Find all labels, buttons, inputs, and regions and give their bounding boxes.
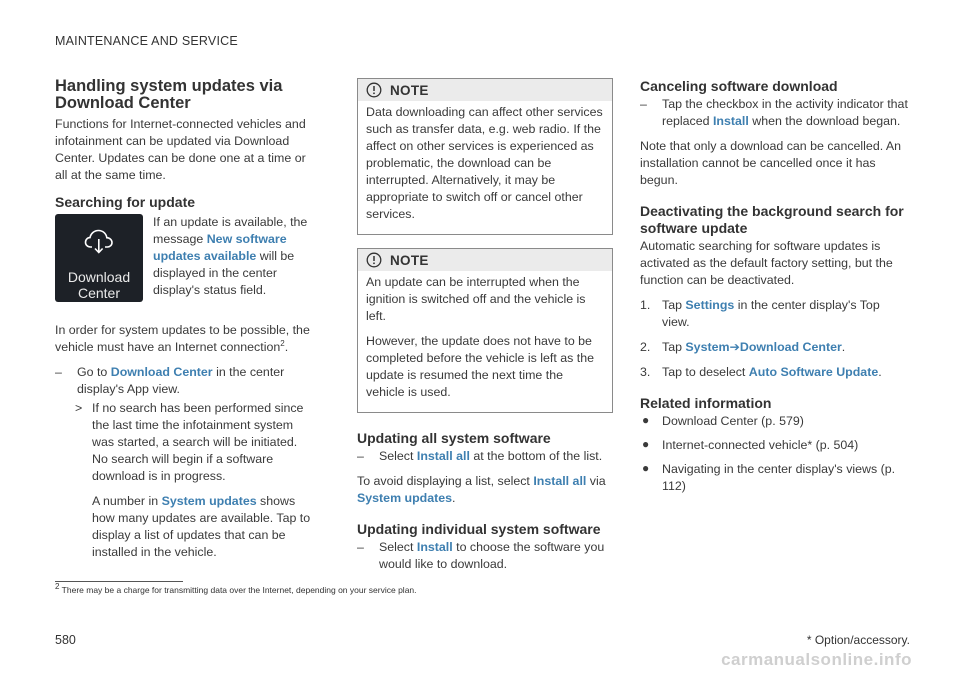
related-link[interactable]: ● Internet-connected vehicle* (p. 504) — [642, 437, 859, 452]
deactivate-heading: Deactivating the background search for software update — [640, 203, 904, 236]
note-title: NOTE — [390, 83, 429, 98]
bullet-icon: ● — [642, 461, 650, 475]
column-middle — [357, 78, 613, 579]
info-icon — [366, 252, 382, 268]
avoid-list-paragraph: To avoid displaying a list, select Install all via System updates. — [357, 474, 606, 505]
note-text: An update can be interrupted when the ignition is switched off and the vehicle is left. — [366, 275, 586, 323]
arrow-right-icon: ➔ — [729, 340, 740, 354]
footnote-divider — [55, 581, 183, 582]
note-text: Data downloading can affect other services such as transfer data, e.g. web radio. If the affect on other services is experienced as problematic, the download can be interrupted. Alternatively, it may be appropriate to switch off or cancel other services. — [366, 105, 603, 221]
step-go-to-download-center: – Go to Download Center in the center display's App view. > If no search has been performed since the last time the infotainment system was started, a search will be initiated. No search will begin if a software download is in progress. A number in System updates shows how many updates are available. Tap to display a list of updates that can be installed in the vehicle. — [55, 365, 311, 559]
section-heading: Handling system updates via Download Center — [55, 77, 283, 112]
column-left — [55, 78, 311, 567]
footnote: 2 There may be a charge for transmitting data over the Internet, depending on your service plan. — [55, 582, 417, 595]
search-block — [55, 214, 311, 308]
option-accessory-note: * Option/accessory. — [806, 633, 910, 647]
numbered-step: 1. Tap Settings in the center display's Top view. — [640, 298, 880, 329]
watermark: carmanualsonline.info — [721, 650, 912, 669]
column-right — [640, 78, 908, 502]
connection-paragraph: In order for system updates to be possible, the vehicle must have an Internet connection$^2$. — [55, 323, 310, 354]
cancel-note-paragraph: Note that only a download can be cancelled. An installation cannot be cancelled once it has begun. — [640, 139, 902, 187]
download-center-link: Download Center — [110, 365, 213, 379]
numbered-step: 3. Tap to deselect Auto Software Update. — [640, 365, 882, 379]
tile-label: Download Center — [67, 269, 131, 301]
update-all-heading: Updating all system software — [357, 430, 551, 446]
step-install: – Select Install to choose the software you would like to download. — [357, 540, 605, 571]
related-link[interactable]: ● Navigating in the center display's views (p. 112) — [642, 461, 896, 493]
update-individual-heading: Updating individual system software — [357, 521, 601, 537]
cancel-heading: Canceling software download — [640, 78, 838, 94]
deactivate-intro: Automatic searching for software updates is activated as the default factory setting, but the function can be deactivated. — [640, 239, 893, 287]
note-box-2 — [357, 248, 613, 413]
install-all-label: Install all — [416, 449, 470, 463]
step-install-all: – Select Install all at the bottom of the list. — [357, 449, 603, 463]
result-item: > If no search has been performed since the last time the infotainment system was started, a search will be initiated. No search will begin if a software download is in progress. A number in System updates shows how many updates are available. Tap to display a list of updates that can be installed in the vehicle. — [75, 401, 311, 559]
download-center-tile — [55, 214, 143, 302]
search-text: If an update is available, the message New software updates available will be displayed in the center display's status field. — [153, 215, 308, 297]
note-text: However, the update does not have to be completed before the vehicle is left as the update is resumed the next time the vehicle is used. — [366, 334, 594, 399]
install-label: Install — [416, 540, 453, 554]
step-cancel: – Tap the checkbox in the activity indicator that replaced Install when the download began. — [640, 97, 908, 128]
note-title: NOTE — [390, 253, 429, 268]
cloud-download-icon — [84, 228, 114, 256]
info-icon — [366, 82, 382, 98]
footnote-ref: 2 — [280, 338, 285, 348]
running-header: MAINTENANCE AND SERVICE — [55, 34, 238, 48]
page-number: 580 — [55, 633, 76, 647]
related-heading: Related information — [640, 395, 772, 411]
bullet-icon: ● — [642, 437, 650, 451]
bullet-icon: ● — [642, 413, 650, 427]
numbered-step: 2. Tap System➔Download Center. — [640, 340, 846, 354]
intro-paragraph: Functions for Internet-connected vehicles and infotainment can be updated via Download Center. Updates can be done one at a time or all at the same time. — [55, 117, 306, 182]
search-heading: Searching for update — [55, 194, 196, 210]
related-link[interactable]: ● Download Center (p. 579) — [642, 413, 804, 428]
new-software-message: New software updates available — [153, 232, 287, 263]
note-box-1 — [357, 78, 613, 235]
system-updates-label: System updates — [161, 494, 257, 508]
